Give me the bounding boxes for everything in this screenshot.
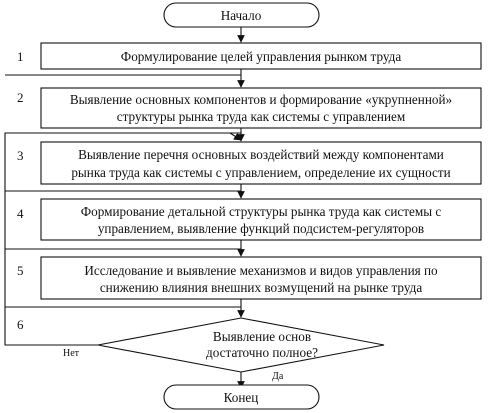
step-2-number: 2 xyxy=(17,90,24,105)
step-4-text-line2: управлением, выявление функций подсистем-регуляторов xyxy=(97,221,425,236)
step-5-number: 5 xyxy=(17,263,24,278)
step-4-text-line1: Формирование детальной структуры рынка труда как системы с xyxy=(80,204,442,219)
step-1 xyxy=(41,43,481,69)
start-label: Начало xyxy=(220,8,262,23)
step-4-number: 4 xyxy=(17,206,24,221)
step-5 xyxy=(41,257,481,299)
step-5-text-line2: снижению влияния внешних возмущений на рынке труда xyxy=(99,280,423,295)
step-4 xyxy=(41,199,481,240)
decision-number: 6 xyxy=(17,317,24,332)
end-label: Конец xyxy=(223,390,259,405)
feedback-arrow-into-3 xyxy=(230,133,241,140)
decision-yes-label: Да xyxy=(272,371,284,382)
step-3 xyxy=(41,142,481,184)
step-5-text-line1: Исследование и выявление механизмов и видов управления по xyxy=(84,263,438,278)
step-3-text-line1: Выявление перечня основных воздействий между компонентами xyxy=(78,147,444,162)
step-3-number: 3 xyxy=(17,148,24,163)
step-1-number: 1 xyxy=(17,49,24,64)
decision-text-line2: достаточно полное? xyxy=(206,345,318,360)
step-2 xyxy=(41,88,481,128)
end-terminal xyxy=(164,385,319,409)
step-3-text-line2: рынка труда как системы с управлением, определение их сущности xyxy=(71,165,451,180)
decision-no-label: Нет xyxy=(63,348,80,359)
step-2-text-line2: структуры рынка труда как системы с управлением xyxy=(116,109,406,124)
decision-text-line1: Выявление основ xyxy=(212,329,312,344)
decision-6 xyxy=(98,318,384,372)
step-1-text: Формулирование целей управления рынком труда xyxy=(120,49,402,64)
step-2-text-line1: Выявление основных компонентов и формирование «укрупненной» xyxy=(69,92,453,107)
start-terminal xyxy=(164,3,319,27)
